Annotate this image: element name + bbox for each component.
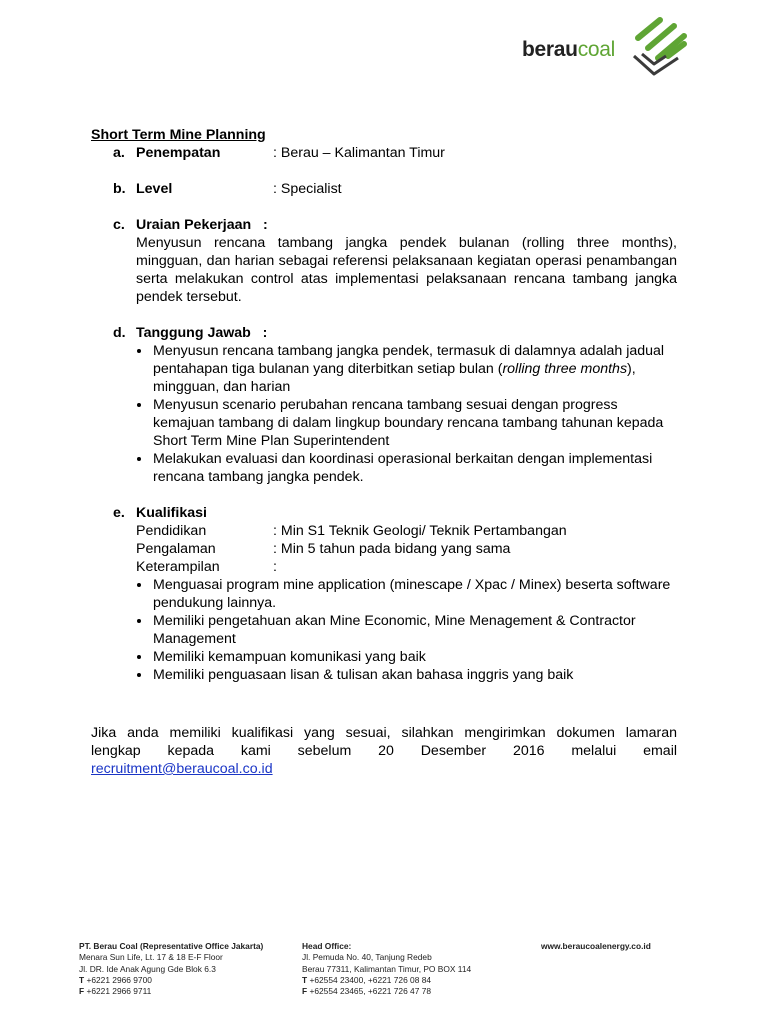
uraian-text: Menyusun rencana tambang jangka pendek bulanan (rolling three months), mingguan, dan harian sebagai referensi pelaksanaan kegiatan operasi penambangan serta melakukan control atas implementasi pelaksanaan rencana tambang jangka pendek tersebut.: [136, 235, 677, 305]
list-item: • Menyusun scenario perubahan rencana tambang sesuai dengan progress kemajuan tambang di dalam lingkup boundary rencana tambang tahunan kepada Short Term Mine Plan Superintendent: [152, 396, 677, 450]
keterampilan-list: [136, 576, 677, 684]
job-description: [91, 126, 677, 778]
list-item: • Menguasai program mine application (minescape / Xpac / Minex) beserta software pendukung lainnya.: [152, 576, 677, 612]
closing-paragraph: Jika anda memiliki kualifikasi yang sesuai, silahkan mengirimkan dokumen lamaran lengkap kepada kami sebelum 20 Desember 2016 melalui email recruitment@beraucoal.co.id: [91, 725, 677, 777]
page-title: Short Term Mine Planning: [91, 127, 266, 143]
list-item: • Memiliki kemampuan komunikasi yang baik: [152, 648, 677, 666]
section-tanggung-jawab: d. Tanggung Jawab : • Menyusun rencana tambang jangka pendek, termasuk di dalamnya adalah jadual pentahapan tiga bulanan yang diterbitkan setiap bulan (rolling three months), mingguan, dan harian • Menyusun scenario perubahan rencana tambang sesuai dengan progress kemajuan tambang di dalam lingkup boundary rencana tambang tahunan kepada Short Term Mine Plan Superintendent • Melakukan evaluasi dan koordinasi operasional berkaitan dengan implementasi rencana tambang jangka pendek.: [91, 324, 677, 486]
list-item: • Memiliki pengetahuan akan Mine Economic, Mine Menagement & Contractor Management: [152, 612, 677, 648]
section-kualifikasi: e. Kualifikasi Pendidikan : Min S1 Teknik Geologi/ Teknik Pertambangan Pengalaman : Min 5 tahun pada bidang yang sama Keterampilan : • Menguasai program mine application (minescape / Xpac / Minex) beserta software pendukung lainnya. • Memiliki pengetahuan akan Mine Economic, Mine Menagement & Contractor Management • Memiliki kemampuan komunikasi yang baik • Memiliki penguasaan lisan & tulisan akan bahasa inggris yang baik: [91, 504, 677, 684]
list-item: • Melakukan evaluasi dan koordinasi operasional berkaitan dengan implementasi rencana tambang jangka pendek.: [152, 450, 677, 486]
logo-mark-icon: [626, 16, 688, 78]
kualifikasi-row: Keterampilan :: [136, 559, 277, 575]
kualifikasi-row: Pengalaman : Min 5 tahun pada bidang yang sama: [136, 541, 511, 557]
footer-website: www.beraucoalenergy.co.id: [541, 941, 651, 951]
section-uraian-pekerjaan: c. Uraian Pekerjaan : Menyusun rencana tambang jangka pendek bulanan (rolling three months), mingguan, dan harian sebagai referensi pelaksanaan kegiatan operasi penambangan serta melakukan control atas implementasi pelaksanaan rencana tambang jangka pendek tersebut.: [113, 217, 677, 305]
list-item: • Menyusun rencana tambang jangka pendek, termasuk di dalamnya adalah jadual pentahapan tiga bulanan yang diterbitkan setiap bulan (rolling three months), mingguan, dan harian: [152, 342, 677, 396]
list-item: • Memiliki penguasaan lisan & tulisan akan bahasa inggris yang baik: [152, 666, 677, 684]
section-penempatan: a. Penempatan : Berau – Kalimantan Timur: [113, 145, 445, 161]
section-level: b. Level : Specialist: [113, 181, 342, 197]
email-link[interactable]: recruitment@beraucoal.co.id: [91, 761, 273, 777]
footer-head-office: Head Office: Jl. Pemuda No. 40, Tanjung Redeb Berau 77311, Kalimantan Timur, PO BOX 114 T +62554 23400, +6221 726 08 84 F +62554 23465, +6221 726 47 78: [302, 941, 472, 997]
logo-wordmark: beraucoal: [522, 38, 616, 61]
footer-jakarta-office: PT. Berau Coal (Representative Office Jakarta) Menara Sun Life, Lt. 17 & 18 E-F Floor Jl. DR. Ide Anak Agung Gde Blok 6.3 T +6221 2966 9700 F +6221 2966 9711: [79, 941, 264, 997]
tanggung-jawab-list: [136, 342, 677, 486]
company-logo: [522, 16, 692, 80]
kualifikasi-row: Pendidikan : Min S1 Teknik Geologi/ Teknik Pertambangan: [136, 523, 567, 539]
